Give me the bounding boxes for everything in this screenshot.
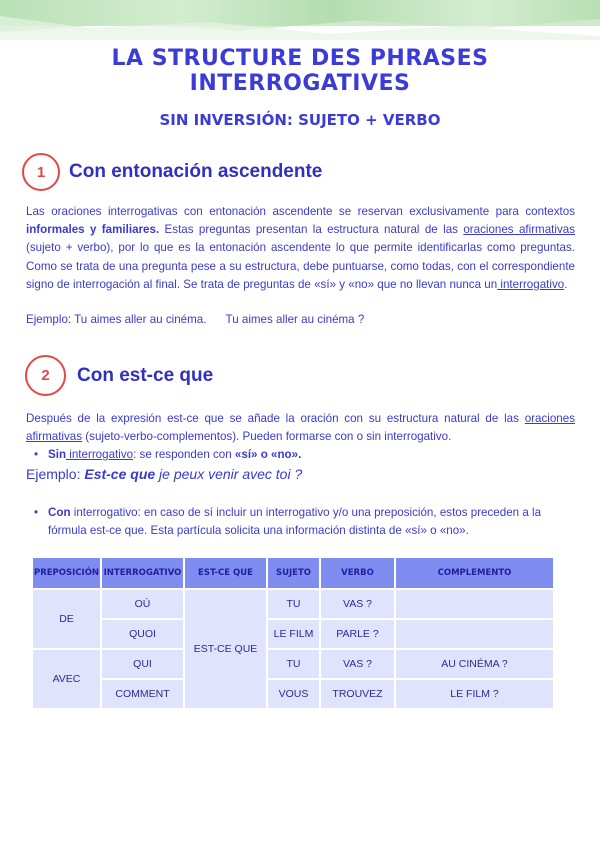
page-title: LA STRUCTURE DES PHRASES INTERROGATIVES [111,46,489,96]
header-preposicion: PREPOSICIÓN [32,557,101,589]
page-subtitle: SIN INVERSIÓN: SUJETO + VERBO [159,111,441,129]
cell-preposicion: AVEC [32,649,101,709]
bullet-con-interrogativo: • Con interrogativo: en caso de sí incluir un interrogativo y/o una preposición, estos preceden a la fórmula est-ce que. Esta partícula solicita una información distinta de «sí» o «no». [34,506,542,538]
cell-complemento [395,589,554,619]
cell-interrogativo: QUOI [101,619,184,649]
section-1-example: Ejemplo: Tu aimes aller au cinéma. Tu aimes aller au cinéma ? [26,313,365,326]
section-2-paragraph: Después de la expresión est-ce que se añade la oración con su estructura natural de las oraciones afirmativas (sujeto-verbo-complementos). Pueden formarse con o sin interrogativo. [26,412,575,444]
cell-est-ce-que: EST-CE QUE [184,589,267,709]
cell-interrogativo: OÚ [101,589,184,619]
table-row [32,589,554,619]
table-row [32,679,554,709]
cell-interrogativo: COMMENT [101,679,184,709]
header-complemento: COMPLEMENTO [395,557,554,589]
cell-complemento: AU CINÉMA ? [395,649,554,679]
section-1-title: Con entonación ascendente [69,161,323,182]
table-row [32,619,554,649]
section-1-header [22,153,322,191]
header-interrogativo: INTERROGATIVO [101,557,184,589]
section-2-title: Con est-ce que [77,364,214,386]
cell-sujeto: VOUS [267,679,320,709]
link-interrogativo-2[interactable]: interrogativo [66,448,134,461]
cell-verbo: PARLE ? [320,619,395,649]
link-interrogativo[interactable]: interrogativo [497,277,565,291]
cell-sujeto: LE FILM [267,619,320,649]
cell-verbo: TROUVEZ [320,679,395,709]
cell-sujeto: TU [267,649,320,679]
section-2-number-badge: 2 [25,355,66,396]
cell-preposicion: DE [32,589,101,649]
top-decorative-band [0,0,600,42]
structure-table [31,556,555,710]
table-row [32,649,554,679]
cell-complemento: LE FILM ? [395,679,554,709]
section-1-paragraph: Las oraciones interrogativas con entonación ascendente se reservan exclusivamente para contextos informales y familiares. Estas preguntas presentan la estructura natural de las oraciones afirmativas (sujeto + verbo), por lo que es la entonación ascendente lo que permite identificarlas como preguntas. Como se trata de una pregunta pese a su estructura, debe puntuarse, como todas, con el correspondiente signo de interrogación al final. Se trata de preguntas de «sí» y «no» que no llevan nunca un interrogativo. [26,205,575,291]
cell-interrogativo: QUI [101,649,184,679]
header-verbo: VERBO [320,557,395,589]
cell-verbo: VAS ? [320,589,395,619]
bullet-sin-interrogativo: • Sin interrogativo: se responden con «sí» o «no». [34,448,302,461]
header-sujeto: SUJETO [267,557,320,589]
link-oraciones-afirmativas[interactable]: oraciones afirmativas [463,223,575,237]
cell-complemento [395,619,554,649]
header-est-ce-que: EST-CE QUE [184,557,267,589]
section-1-number-badge: 1 [22,153,60,191]
table-header-row [32,557,554,589]
cell-sujeto: TU [267,589,320,619]
cell-verbo: VAS ? [320,649,395,679]
section-2-example: Ejemplo: Est-ce que je peux venir avec toi ? [26,466,303,482]
section-2-header [25,355,213,396]
link-oraciones-afirmativas-2[interactable]: oraciones afirmativas [26,412,575,444]
